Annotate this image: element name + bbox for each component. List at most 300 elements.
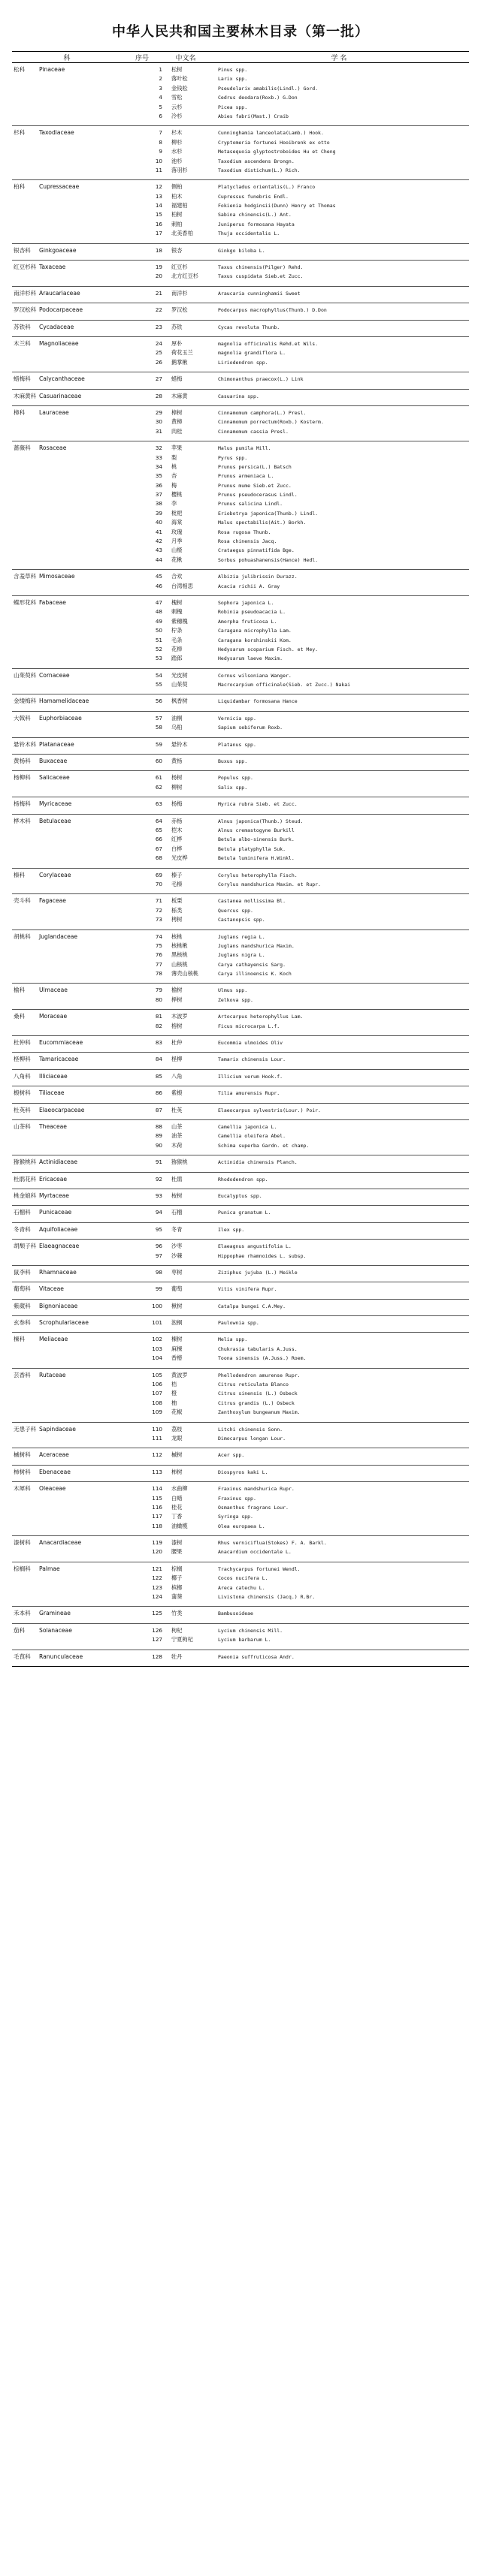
family-chinese-name: 松科 [14,66,26,73]
species-number: 12 [155,183,162,191]
family-latin-name: Anacardiaceae [39,1539,82,1547]
family-latin-name: Fagaceae [39,897,66,905]
species-cell [122,303,469,320]
family-cell [12,595,122,668]
species-row [122,339,469,348]
species-row [122,626,469,635]
species-number: 2 [159,75,162,83]
species-scientific-name: Olea europaea L. [218,1523,265,1529]
species-scientific-name: Fraxinus mandshurica Rupr. [218,1486,295,1493]
species-scientific-name: Cornus wilsoniana Wanger. [218,672,292,679]
species-number: 98 [155,1268,162,1276]
species-number: 122 [152,1574,162,1582]
species-chinese-name: 北方红豆杉 [171,273,198,280]
species-row [122,1106,469,1115]
species-chinese-name: 薄壳山核桃 [171,970,198,978]
family-row [12,1172,469,1189]
species-number: 83 [155,1039,162,1047]
species-scientific-name: Sapium sebiferum Roxb. [218,725,283,731]
species-chinese-name: 刺槐 [171,608,183,616]
species-scientific-name: Ziziphus jujuba (L.) Meikle [218,1269,298,1276]
species-scientific-name: Tamarix chinensis Lour. [218,1056,286,1063]
species-scientific-name: Vitis vinifera Rupr. [218,1286,277,1293]
species-chinese-name: 玫瑰 [171,528,183,535]
species-row [122,306,469,315]
species-number: 106 [152,1381,162,1388]
family-row [12,1368,469,1422]
family-row [12,1222,469,1239]
family-chinese-name: 楝科 [14,1336,26,1343]
species-scientific-name: Litchi chinensis Sonn. [218,1426,283,1433]
family-row [12,1155,469,1172]
family-latin-name: Platanaceae [39,740,74,748]
family-chinese-name: 罗汉松科 [14,306,37,314]
species-chinese-name: 腰果 [171,1548,183,1556]
family-latin-name: Scrophulariaceae [39,1319,89,1327]
species-scientific-name: Juglans mandshurica Maxim. [218,942,295,949]
family-latin-name: Theaceae [39,1122,67,1130]
species-number: 54 [155,671,162,679]
species-number: 31 [155,427,162,435]
family-chinese-name: 玄参科 [14,1319,31,1327]
species-number: 47 [155,598,162,606]
species-row [122,93,469,102]
species-scientific-name: Camellia oleifera Abel. [218,1133,286,1140]
species-row [122,1345,469,1354]
species-number: 111 [152,1434,162,1442]
species-number: 92 [155,1175,162,1183]
family-row [12,868,469,894]
species-chinese-name: 踏郎 [171,655,183,662]
species-scientific-name: Ginkgo biloba L. [218,247,265,254]
document-title: 中华人民共和国主要林木目录（第一批） [112,24,369,40]
species-row [122,1626,469,1635]
species-number: 21 [155,289,162,297]
species-chinese-name: 光皮桦 [171,854,188,862]
species-chinese-name: 木荷 [171,1141,183,1149]
species-cell [122,1240,469,1266]
species-scientific-name: Pinus spp. [218,67,248,73]
species-scientific-name: Eucalyptus spp. [218,1192,262,1199]
species-row [122,854,469,863]
species-number: 88 [155,1122,162,1130]
species-chinese-name: 沙棘 [171,1252,183,1259]
species-chinese-name: 柠条 [171,627,183,634]
species-number: 49 [155,617,162,625]
species-number: 63 [155,800,162,808]
species-scientific-name: Sophora japonica L. [218,599,274,606]
species-cell [122,126,469,180]
species-scientific-name: Ficus microcarpa L.f. [218,1023,280,1029]
species-scientific-name: Carya illinoensis K. Koch [218,971,292,978]
family-cell [12,1069,122,1086]
family-chinese-name: 黄杨科 [14,758,31,765]
family-cell [12,126,122,180]
species-scientific-name: Acacia richii A. Gray [218,583,280,589]
family-chinese-name: 禾本科 [14,1610,31,1617]
family-cell [12,1086,122,1103]
species-row [122,490,469,499]
family-latin-name: Ginkgoaceae [39,246,77,254]
family-cell [12,1448,122,1465]
species-scientific-name: Paulownia spp. [218,1320,259,1327]
species-cell [122,737,469,754]
species-cell [122,595,469,668]
species-cell [122,1368,469,1422]
species-cell [122,1448,469,1465]
species-number: 44 [155,556,162,563]
family-latin-name: Aceraceae [39,1451,69,1459]
species-number: 40 [155,519,162,526]
family-row [12,320,469,336]
species-cell [122,668,469,694]
species-row [122,582,469,591]
species-number: 71 [155,897,162,905]
family-latin-name: Myrtaceae [39,1192,69,1199]
species-number: 77 [155,960,162,968]
species-number: 120 [152,1548,162,1556]
family-chinese-name: 苏铁科 [14,323,31,330]
species-row [122,906,469,915]
family-chinese-name: 椴树科 [14,1089,31,1097]
species-number: 39 [155,509,162,517]
species-chinese-name: 黑核桃 [171,951,188,959]
species-chinese-name: 毛榛 [171,880,183,887]
family-chinese-name: 冬青科 [14,1225,31,1233]
family-chinese-name: 桑科 [14,1013,26,1020]
species-chinese-name: 蜡梅 [171,375,183,383]
family-latin-name: Moraceae [39,1013,68,1020]
family-row [12,894,469,929]
species-chinese-name: 樟树 [171,408,183,416]
species-chinese-name: 香椿 [171,1354,183,1362]
table-body [12,63,469,1667]
species-number: 76 [155,951,162,959]
family-row [12,1069,469,1086]
family-row [12,389,469,405]
family-cell [12,797,122,814]
species-scientific-name: Abies fabri(Mast.) Craib [218,113,289,119]
species-cell [122,1010,469,1036]
species-row [122,1538,469,1547]
family-row [12,984,469,1010]
species-scientific-name: Betula platyphylla Suk. [218,845,286,852]
species-row [122,537,469,546]
family-latin-name: Mimosaceae [39,573,75,580]
species-number: 61 [155,774,162,782]
family-row [12,1536,469,1562]
species-cell [122,868,469,894]
species-number: 103 [152,1345,162,1352]
species-row [122,1072,469,1081]
species-number: 75 [155,942,162,949]
species-scientific-name: Taxodium ascendens Brongn. [218,158,295,164]
species-number: 11 [155,166,162,173]
species-cell [122,894,469,929]
species-row [122,289,469,298]
family-row [12,668,469,694]
family-latin-name: Taxaceae [39,264,66,271]
family-latin-name: Ebenaceae [39,1468,71,1475]
species-scientific-name: Juglans regia L. [218,933,265,940]
species-scientific-name: Myrica rubra Sieb. et Zucc. [218,801,298,808]
species-chinese-name: 核桃楸 [171,942,188,949]
species-scientific-name: Tilia amurensis Rupr. [218,1090,280,1097]
species-number: 82 [155,1022,162,1029]
family-cell [12,668,122,694]
species-chinese-name: 白蜡 [171,1494,183,1502]
family-latin-name: Salicaceae [39,774,70,782]
species-number: 16 [155,220,162,227]
species-row [122,1318,469,1327]
species-chinese-name: 棕榈 [171,1565,183,1572]
family-latin-name: Taxodiaceae [39,129,74,137]
species-scientific-name: Liriodendron spp. [218,359,268,366]
family-row [12,814,469,868]
family-row [12,336,469,372]
species-number: 73 [155,916,162,923]
family-row [12,63,469,126]
species-number: 69 [155,871,162,878]
family-cell [12,1206,122,1222]
family-row [12,180,469,243]
species-number: 109 [152,1409,162,1416]
species-chinese-name: 栲树 [171,916,183,923]
species-chinese-name: 合欢 [171,573,183,580]
family-latin-name: Cornaceae [39,671,70,679]
species-row [122,453,469,462]
species-scientific-name: Elaeocarpus sylvestris(Lour.) Poir. [218,1107,321,1113]
species-row [122,84,469,93]
species-number: 72 [155,906,162,914]
family-cell [12,1368,122,1422]
species-number: 118 [152,1522,162,1529]
species-row [122,915,469,924]
species-chinese-name: 龙眼 [171,1434,183,1442]
species-chinese-name: 枸杞 [171,1626,183,1634]
family-latin-name: Bignoniaceae [39,1302,78,1309]
species-chinese-name: 杨梅 [171,800,183,808]
species-number: 110 [152,1425,162,1433]
species-chinese-name: 柚 [171,1399,177,1406]
species-row [122,201,469,210]
species-number: 13 [155,192,162,200]
species-chinese-name: 枣树 [171,1268,183,1276]
species-number: 64 [155,817,162,824]
species-row [122,1522,469,1531]
family-latin-name: Sapindaceae [39,1425,76,1433]
species-row [122,1175,469,1184]
species-row [122,1131,469,1140]
family-chinese-name: 柏科 [14,183,26,191]
species-row [122,138,469,147]
family-row [12,286,469,303]
family-cell [12,261,122,287]
species-row [122,1635,469,1644]
species-chinese-name: 柳杉 [171,138,183,146]
family-row [12,126,469,180]
species-row [122,783,469,792]
species-number: 86 [155,1089,162,1097]
family-cell [12,737,122,754]
species-chinese-name: 八角 [171,1072,183,1080]
species-row [122,1285,469,1294]
species-row [122,65,469,74]
family-row [12,1189,469,1205]
species-scientific-name: Catalpa bungei C.A.Mey. [218,1303,286,1309]
species-scientific-name: Osmanthus fragrans Lour. [218,1504,289,1511]
family-latin-name: Juglandaceae [39,932,78,940]
species-scientific-name: Rhododendron spp. [218,1176,268,1183]
species-chinese-name: 柏木 [171,192,183,200]
species-number: 123 [152,1583,162,1591]
family-chinese-name: 葡萄科 [14,1285,31,1293]
species-scientific-name: Pseudolarix amabilis(Lindl.) Gord. [218,85,319,92]
species-row [122,147,469,156]
family-chinese-name: 樟科 [14,408,26,416]
species-cell [122,570,469,596]
species-number: 128 [152,1653,162,1660]
family-row [12,1465,469,1481]
species-row [122,518,469,527]
family-chinese-name: 榛科 [14,871,26,878]
family-latin-name: Araucariaceae [39,289,80,297]
species-cell [122,180,469,243]
species-row [122,528,469,537]
family-row [12,1036,469,1053]
family-row [12,797,469,814]
species-row [122,714,469,723]
species-chinese-name: 松树 [171,66,183,73]
species-number: 45 [155,573,162,580]
species-chinese-name: 椰子 [171,1574,183,1582]
species-scientific-name: Chukrasia tabularis A.Juss. [218,1345,298,1352]
species-row [122,773,469,782]
species-chinese-name: 宁夏枸杞 [171,1636,193,1644]
family-latin-name: Myricaceae [39,800,72,808]
species-number: 51 [155,636,162,643]
species-chinese-name: 油橄榄 [171,1522,188,1529]
species-row [122,392,469,401]
species-number: 3 [159,84,162,92]
species-scientific-name: Zanthoxylum bungeanum Maxim. [218,1409,301,1416]
species-chinese-name: 海棠 [171,519,183,526]
family-cell [12,1316,122,1333]
species-row [122,210,469,219]
species-number: 19 [155,264,162,271]
family-latin-name: Buxaceae [39,758,68,765]
species-scientific-name: Corylus heterophylla Fisch. [218,872,298,878]
family-latin-name: Elaeocarpaceae [39,1106,85,1113]
species-number: 74 [155,932,162,940]
species-cell [122,1650,469,1666]
species-chinese-name: 苹果 [171,444,183,452]
species-cell [122,243,469,260]
species-chinese-name: 槭树 [171,1451,183,1459]
family-cell [12,1010,122,1036]
family-cell [12,1155,122,1172]
species-number: 53 [155,655,162,662]
species-number: 114 [152,1485,162,1493]
species-scientific-name: Albizia julibrissin Durazz. [218,574,298,580]
species-scientific-name: Citrus reticulata Blanco [218,1381,289,1388]
species-row [122,1208,469,1217]
family-chinese-name: 紫葳科 [14,1302,31,1309]
family-chinese-name: 壳斗科 [14,897,31,905]
species-row [122,607,469,616]
species-row [122,1592,469,1601]
family-chinese-name: 木麻黄科 [14,392,37,399]
species-chinese-name: 杜英 [171,1106,183,1113]
family-cell [12,1607,122,1623]
family-cell [12,286,122,303]
family-chinese-name: 蜡梅科 [14,375,31,383]
family-chinese-name: 芸香科 [14,1371,31,1378]
species-scientific-name: Trachycarpus fortunei Wendl. [218,1565,301,1572]
species-scientific-name: Elaeagnus angustifolia L. [218,1243,292,1250]
species-number: 67 [155,845,162,852]
species-number: 38 [155,500,162,508]
species-cell [122,389,469,405]
species-cell [122,1536,469,1562]
species-number: 104 [152,1354,162,1362]
document-page [12,0,469,1667]
family-cell [12,1623,122,1650]
family-row [12,737,469,754]
species-chinese-name: 蒲葵 [171,1593,183,1601]
family-chinese-name: 毛茛科 [14,1653,31,1660]
species-number: 65 [155,827,162,833]
family-latin-name: Meliaceae [39,1336,68,1343]
species-row [122,1408,469,1417]
species-row [122,481,469,490]
family-chinese-name: 棕榈科 [14,1565,31,1572]
family-chinese-name: 大戟科 [14,714,31,722]
species-row [122,986,469,995]
species-scientific-name: Hippophae rhamnoides L. subsp. [218,1252,307,1259]
species-chinese-name: 梅 [171,481,177,489]
species-scientific-name: Lycium barbarum L. [218,1637,271,1644]
family-chinese-name: 蔷薇科 [14,444,31,452]
species-row [122,1089,469,1098]
family-row [12,1282,469,1299]
family-latin-name: Casuarinaceae [39,392,82,399]
species-row [122,499,469,508]
family-chinese-name: 金缕梅科 [14,697,37,705]
family-cell [12,243,122,260]
species-scientific-name: Crataegus pinnatifida Bge. [218,547,295,554]
family-chinese-name: 山茶科 [14,1122,31,1130]
species-row [122,192,469,201]
species-chinese-name: 落叶松 [171,75,188,83]
species-row [122,74,469,83]
species-chinese-name: 油茶 [171,1132,183,1140]
species-row [122,166,469,175]
species-chinese-name: 乌桕 [171,724,183,731]
species-chinese-name: 楸树 [171,1302,183,1309]
family-row [12,1265,469,1282]
species-row [122,375,469,384]
species-scientific-name: Cinnamomum porrectum(Roxb.) Kosterm. [218,419,324,426]
species-number: 101 [152,1319,162,1327]
species-row [122,697,469,706]
family-cell [12,755,122,771]
species-chinese-name: 枇杷 [171,509,183,517]
family-row [12,1623,469,1650]
species-number: 59 [155,740,162,748]
species-chinese-name: 悬铃木 [171,740,188,748]
species-number: 107 [152,1390,162,1397]
